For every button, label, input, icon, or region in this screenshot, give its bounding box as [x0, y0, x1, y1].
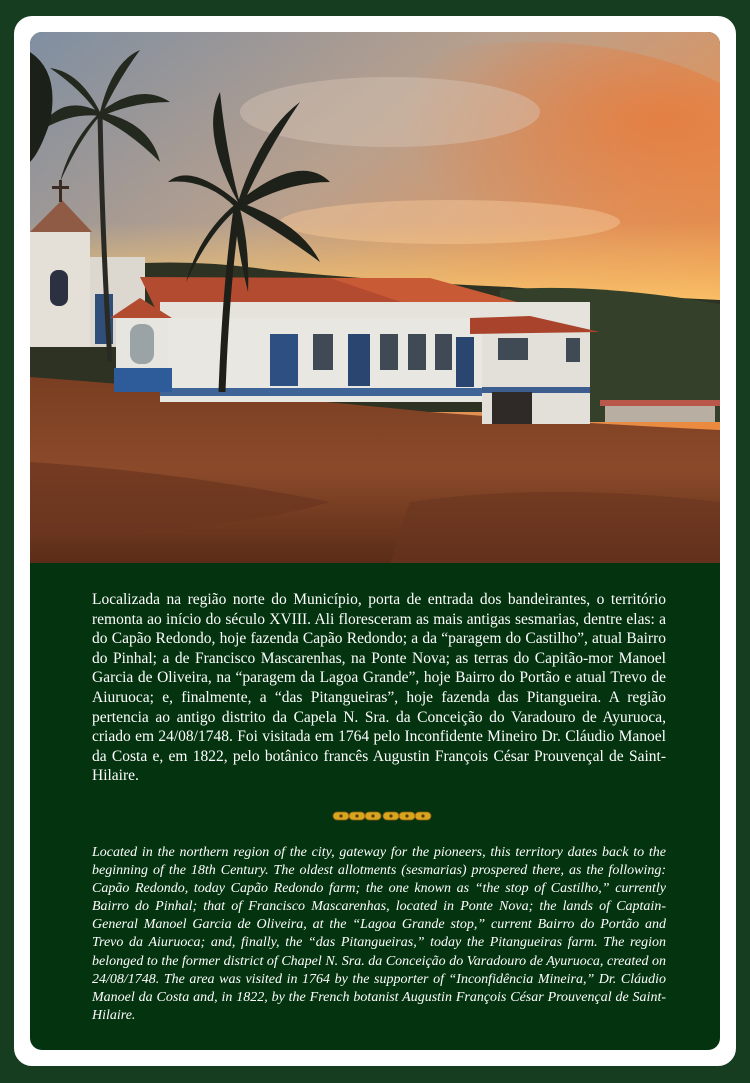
farmhouse-photo — [30, 32, 720, 563]
description-portuguese: Localizada na região norte do Município, porta de entrada dos bandeirantes, o território remonta ao início do século XVIII. Ali floresceram as mais antigas sesmarias, dentre elas: a do Capão Redondo, hoje fazenda Capão Redondo; a da “paragem do Castilho”, atual Bairro do Pinhal; a de Francisco Mascarenhas, na Ponte Nova; as terras do Capitão-mor Manoel Garcia de Oliveira, na “paragem da Lagoa Grande”, hoje Bairro do Portão e atual Trevo de Aiuruoca; e, finalmente, a “das Pitangueiras”, hoje fazenda das Pitangueira. A região pertencia ao antigo distrito da Capela N. Sra. da Conceição do Varadouro de Ayuruoca, criado em 24/08/1748. Foi visitada em 1764 pelo Inconfidente Mineiro Dr. Cláudio Manoel da Costa e, em 1822, pelo botânico francês Augustin François César Prouvençal de Saint-Hilaire. — [92, 591, 666, 785]
description-english: Located in the northern region of the city, gateway for the pioneers, this territory dates back to the beginning of the 18th Century. The oldest allotments (sesmarias) prospered there, as the following: Capão Redondo, today Capão Redondo farm; the one known as “the stop of Castilho,” currently Bairro do Pinhal; that of Francisco Mascarenhas, located in Ponte Nova; the lands of Captain-General Manoel Garcia de Oliveira, at the “Lagoa Grande stop,” current Bairro do Portão and Trevo da Aiuruoca; and, finally, the “das Pitangueiras,” today the Pitangueiras farm. The region belonged to the former district of Chapel N. Sra. da Conceição do Varadouro de Ayuruoca, created on 24/08/1748. The area was visited in 1764 by the supporter of “Inconfidência Mineira,” Dr. Cláudio Manoel da Costa and, in 1822, by the French botanist Augustin François César Prouvençal de Saint-Hilaire. — [92, 845, 666, 1023]
page-frame — [14, 16, 736, 1066]
content-panel — [30, 32, 720, 1050]
gold-chain-ornament-icon — [332, 809, 432, 823]
